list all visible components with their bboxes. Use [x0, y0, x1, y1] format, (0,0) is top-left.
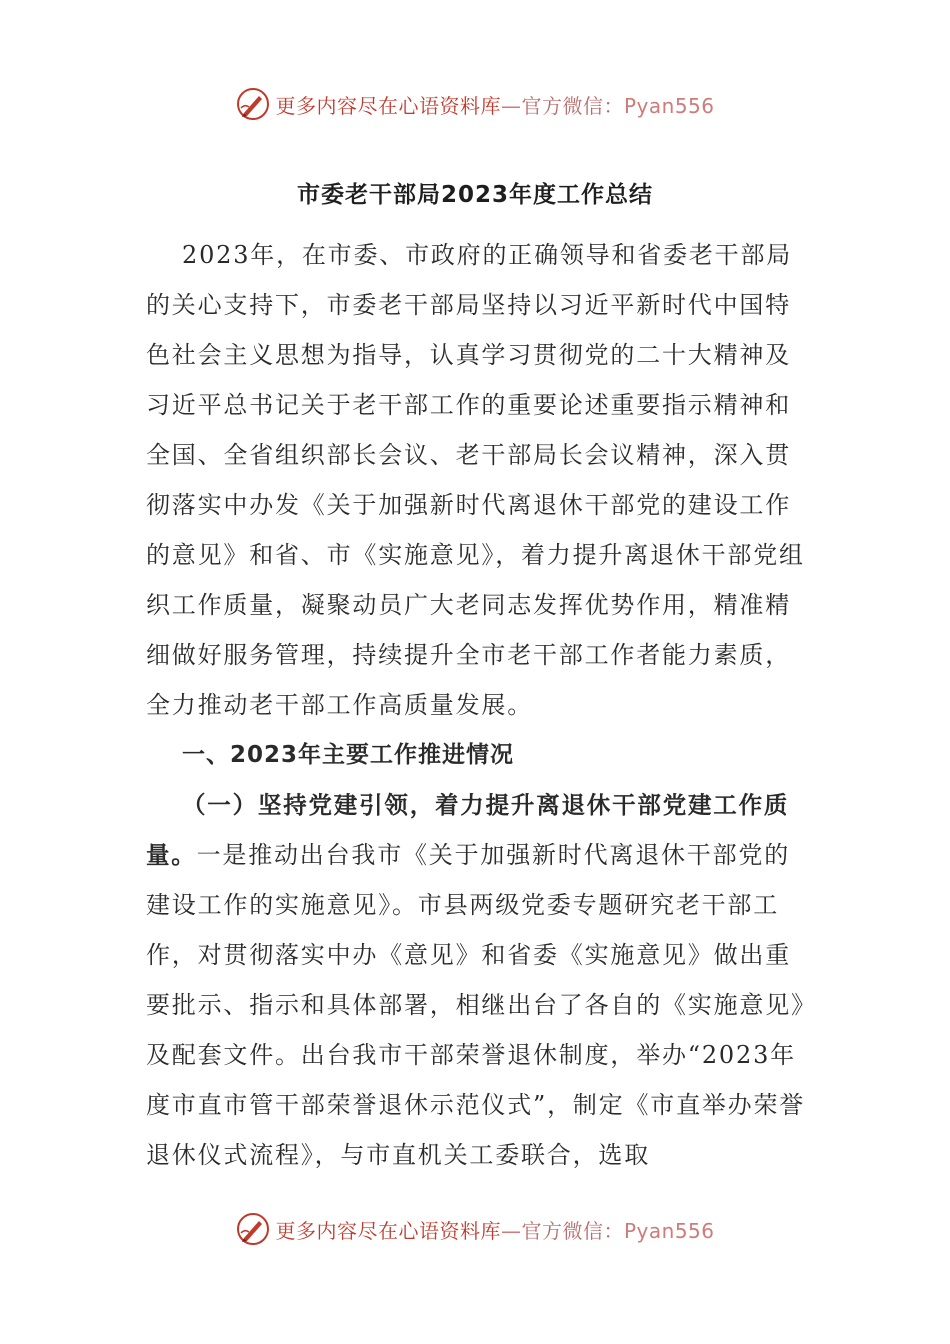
banner-wechat-label: 官方微信： [521, 1218, 624, 1243]
pen-logo-icon [235, 86, 271, 122]
banner-wechat-id: Pyan556 [623, 1218, 715, 1243]
pen-logo-icon [235, 1211, 271, 1247]
banner-dash: — [500, 93, 522, 118]
banner-text [275, 90, 714, 119]
document-title: 市委老干部局2023年度工作总结 [296, 182, 653, 208]
banner-wechat-label: 官方微信： [521, 93, 624, 118]
footer-watermark-banner [0, 1209, 950, 1249]
subsection-heading: （一）坚持党建引领，着力提升离退休干部党建工作质量。 [146, 791, 790, 869]
intro-paragraph: 2023年，在市委、市政府的正确领导和省委老干部局的关心支持下，市委老干部局坚持以习近平新时代中国特色社会主义思想为指导，认真学习贯彻党的二十大精神及习近平总书记关于老干部工作的重要论述重要指示精神和全国、全省组织部长会议、老干部局长会议精神，深入贯彻落实中办发《关于加强新时代离退休干部党的建设工作的意见》和省、市《实施意见》，着力提升离退休干部党组织工作质量，凝聚动员广大老同志发挥优势作用，精准精细做好服务管理，持续提升全市老干部工作者能力素质，全力推动老干部工作高质量发展。 [146, 241, 805, 719]
header-watermark-banner [0, 84, 950, 124]
subsection-body: 一是推动出台我市《关于加强新时代离退休干部党的建设工作的实施意见》。市县两级党委专题研究老干部工作，对贯彻落实中办《意见》和省委《实施意见》做出重要批示、指示和具体部署，相继出台了各自的《实施意见》及配套文件。出台我市干部荣誉退休制度，举办“2023年度市直市管干部荣誉退休示范仪式”，制定《市直举办荣誉退休仪式流程》，与市直机关工委联合，选取 [146, 841, 806, 1169]
banner-promo-text: 更多内容尽在心语资料库 [275, 1218, 501, 1243]
banner-promo-text: 更多内容尽在心语资料库 [275, 93, 501, 118]
subsection-paragraph [146, 780, 806, 1180]
section-heading: 一、2023年主要工作推进情况 [182, 742, 515, 768]
banner-text [275, 1215, 714, 1244]
banner-dash: — [500, 1218, 522, 1243]
document-body [146, 230, 806, 1180]
banner-wechat-id: Pyan556 [623, 93, 715, 118]
